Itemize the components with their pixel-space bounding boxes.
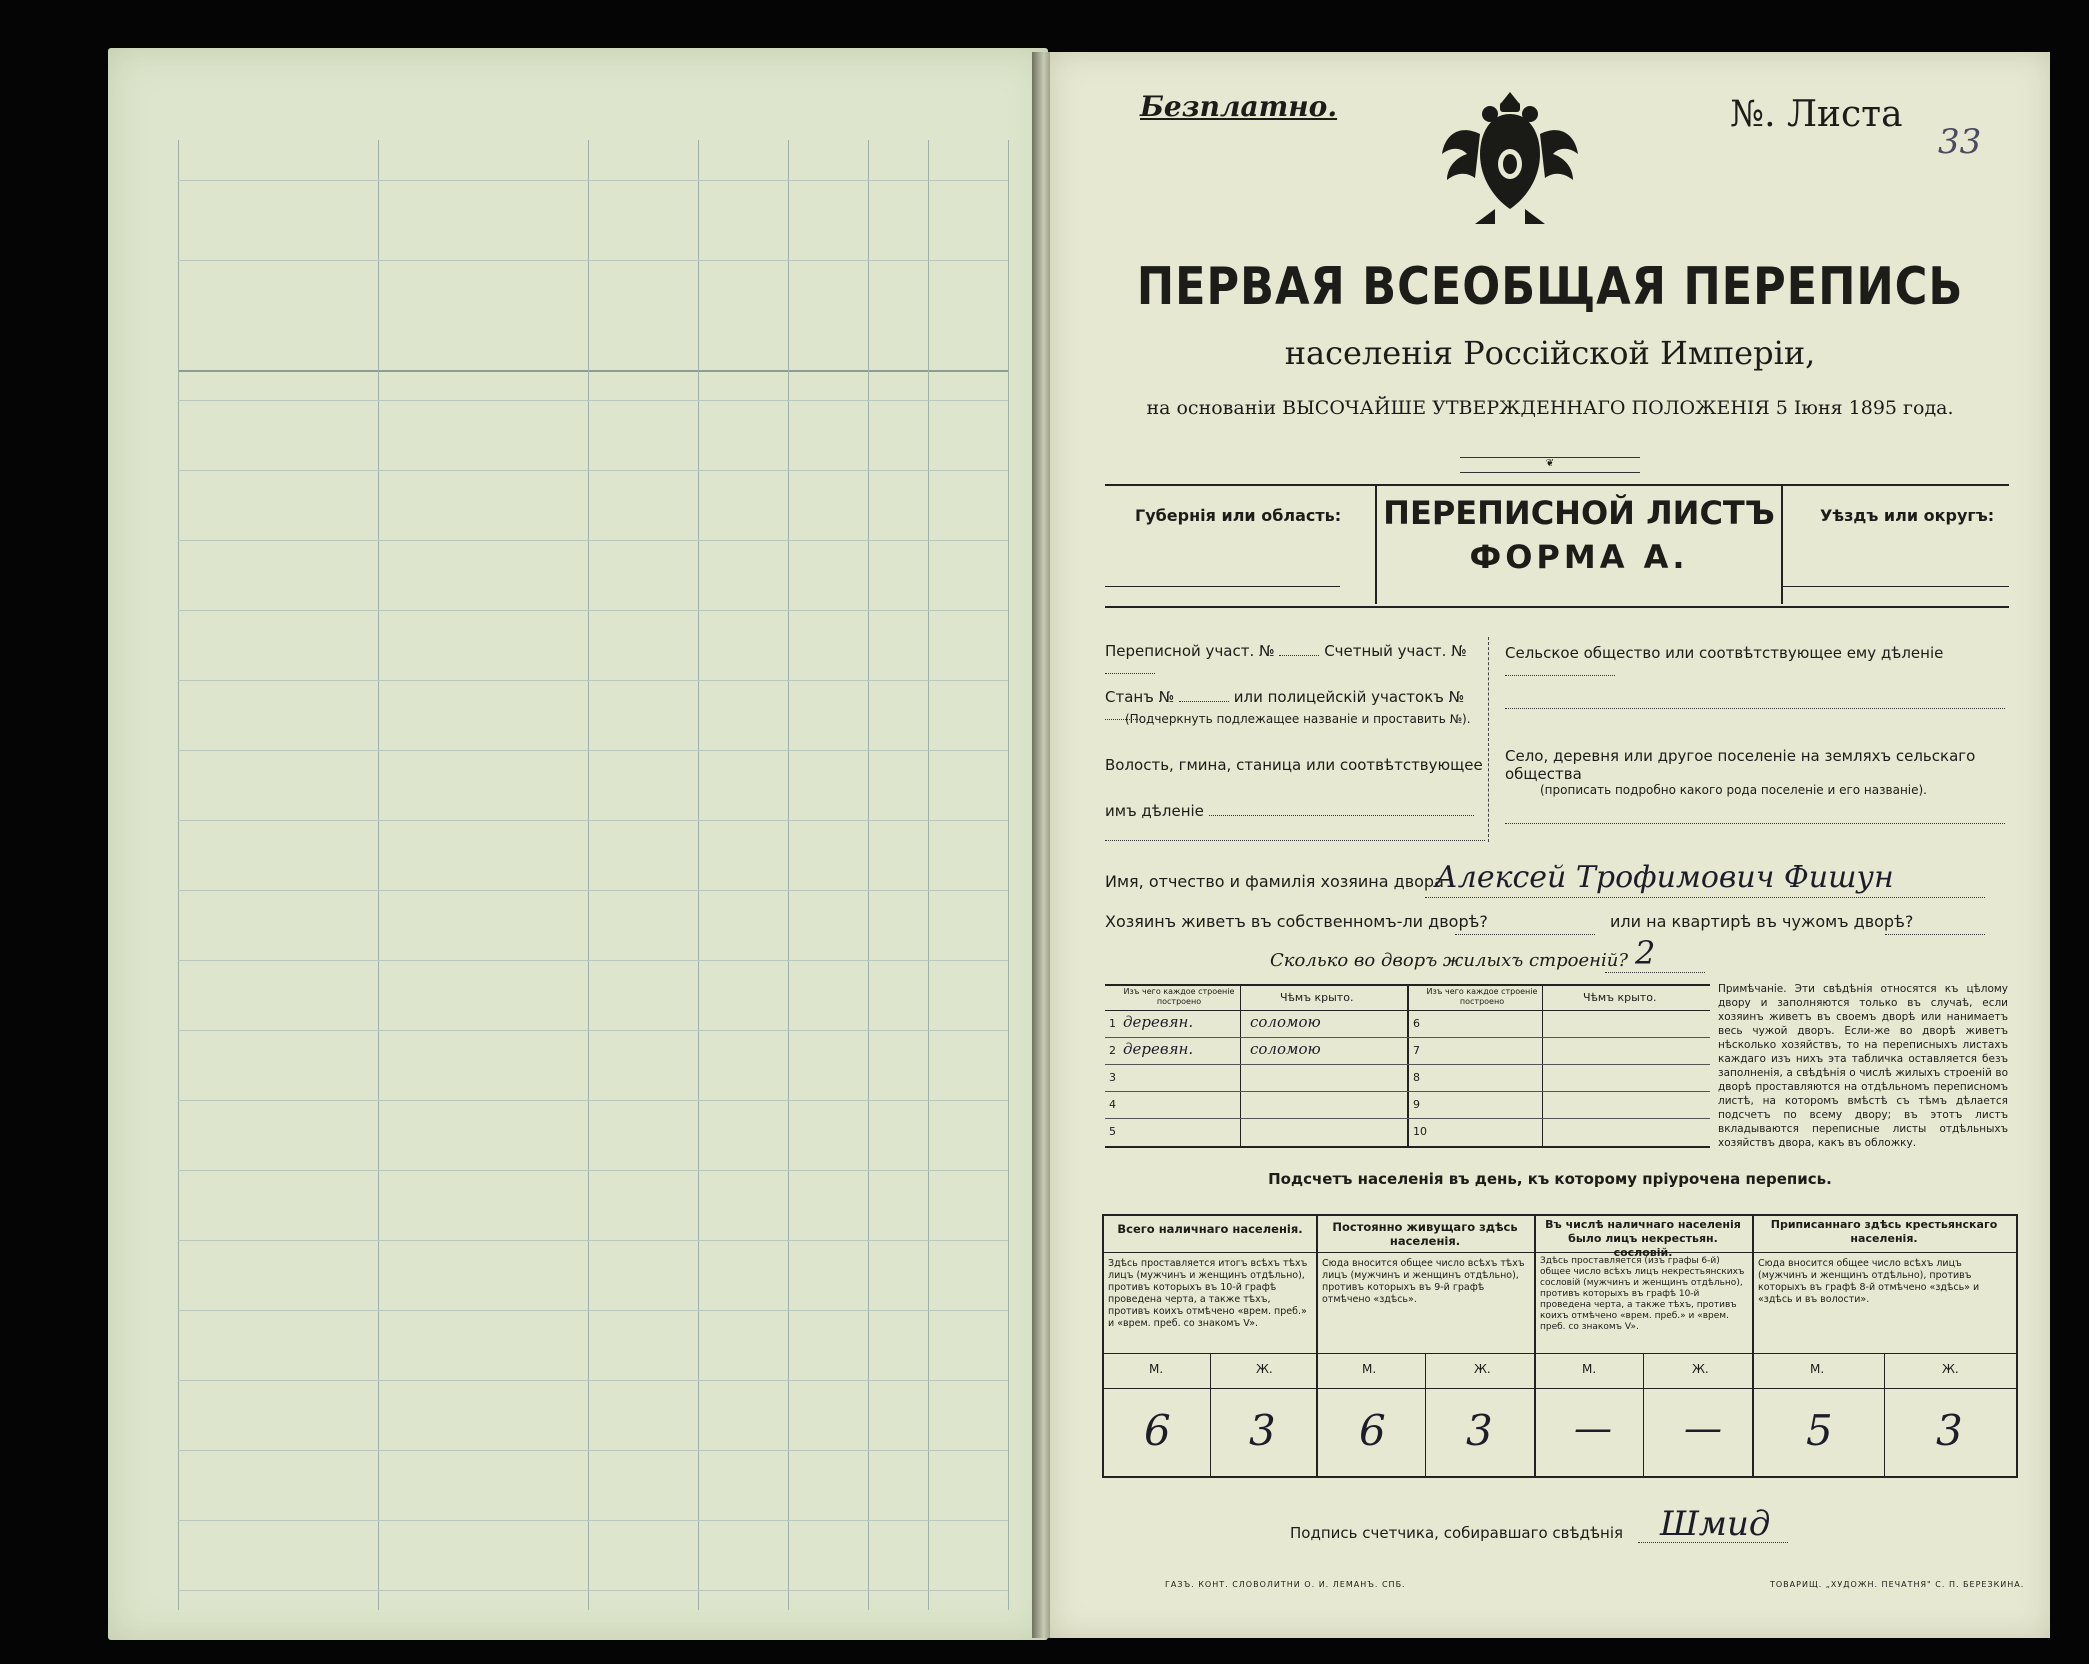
volost-label: Волость, гмина, станица или соотвѣтствующее <box>1105 756 1483 774</box>
pop-col3-f-value: — <box>1684 1406 1722 1450</box>
left-page-grid <box>178 140 1008 1610</box>
owner-name-value: Алексей Трофимович Фишун <box>1435 860 1894 895</box>
pop-col4-desc: Сюда вносится общее число всѣхъ лицъ (мужчинъ и женщинъ отдѣльно), противъ которыхъ въ графѣ 8-й отмѣчено «здѣсь» и «здѣсь и въ волости». <box>1758 1258 1980 1305</box>
building-row: 6 <box>1407 1011 1710 1038</box>
pop-col1-f-label: Ж. <box>1256 1362 1273 1376</box>
pop-col2-m-label: М. <box>1362 1362 1377 1376</box>
pop-col1-m-value: 6 <box>1144 1406 1171 1455</box>
fields-divider <box>1488 637 1489 842</box>
pop-col2-title: Постоянно живущаго здѣсь населенія. <box>1332 1220 1518 1248</box>
signature-value: Шмид <box>1660 1504 1771 1544</box>
district-label: Уѣздъ или округъ: <box>1820 506 1995 525</box>
note-text: Примѣчаніе. Эти свѣдѣнія относятся къ цѣлому двору и заполняются только въ случаѣ, если хозяинъ живетъ въ своемъ дворѣ или нанимаетъ весь чужой дворъ. Если-же во дворѣ живетъ нѣсколько хозяйствъ, то на переписныхъ листахъ каждаго изъ нихъ эта табличка оставляется безъ заполненія, а свѣдѣнія о числѣ жилыхъ строеній во дворѣ проставляются на отдѣльномъ переписномъ листѣ, на которомъ вмѣстѣ съ тѣмъ дѣлается подсчетъ по всему двору; въ этотъ листъ вкладываются переписные листы отдѣльныхъ хозяйствъ двора, какъ въ обложку. <box>1718 983 2008 1149</box>
sheet-number-label <box>1730 94 1903 135</box>
pop-col4-m-label: М. <box>1810 1362 1825 1376</box>
pop-col3-m-label: М. <box>1582 1362 1597 1376</box>
sheet-number-value: 33 <box>1938 122 1982 162</box>
building-row: 2 деревян. соломою <box>1105 1038 1407 1065</box>
census-section-label: Переписной участ. № <box>1105 642 1275 660</box>
pop-col1-m-label: М. <box>1149 1362 1164 1376</box>
pop-col3-f-label: Ж. <box>1692 1362 1709 1376</box>
census-form-page <box>1050 52 2050 1638</box>
buildings-rows-left <box>1105 1011 1407 1145</box>
census-basis-line: на основаніи ВЫСОЧАЙШЕ УТВЕРЖДЕННАГО ПОЛОЖЕНІЯ 5 Іюня 1895 года. <box>1146 397 1954 419</box>
buildings-label: Сколько во дворъ жилыхъ строеній? <box>1270 950 1628 971</box>
province-label: Губернія или область: <box>1135 506 1342 525</box>
pop-col3-m-value: — <box>1574 1406 1612 1450</box>
stan-label: Станъ № <box>1105 688 1175 706</box>
owner-lives-label: Хозяинъ живетъ въ собственномъ-ли дворѣ? <box>1105 912 1488 931</box>
left-fields-block <box>1105 642 1485 841</box>
footer-left: ГАЗЪ. КОНТ. СЛОВОЛИТНИ О. И. ЛЕМАНЪ. СПБ. <box>1165 1580 1406 1589</box>
population-heading: Подсчетъ населенія въ день, къ которому пріурочена перепись. <box>1268 1170 1832 1188</box>
pop-col4-m-value: 5 <box>1806 1406 1833 1455</box>
buildings-col-material: Изъ чего каждое строеніе построено <box>1123 987 1235 1006</box>
form-header-box <box>1105 484 2009 608</box>
village-note: (прописать подробно какого рода поселеніе и его названіе). <box>1540 783 1927 797</box>
buildings-value: 2 <box>1635 934 1656 972</box>
footer-right: ТОВАРИЩ. „ХУДОЖН. ПЕЧАТНЯ" С. П. БЕРЕЗКИНА. <box>1770 1580 2025 1589</box>
census-subtitle: населенія Россійской Имперіи, <box>1284 334 1816 372</box>
buildings-table <box>1105 984 1710 1148</box>
pop-col2-f-value: 3 <box>1466 1406 1493 1455</box>
building-row: 9 <box>1407 1092 1710 1119</box>
ornament-divider: ❦ <box>1460 457 1640 473</box>
underline-note: (Подчеркнуть подлежащее названіе и проставить №). <box>1125 712 1471 726</box>
owner-name-label: Имя, отчество и фамилія хозяина двора <box>1105 872 1444 891</box>
division-label: имъ дѣленіе <box>1105 802 1204 820</box>
apartment-label: или на квартирѣ въ чужомъ дворѣ? <box>1610 912 1914 931</box>
building-row: 8 <box>1407 1065 1710 1092</box>
left-page-column-headers <box>178 140 1008 372</box>
pop-col1-title: Всего наличнаго населенія. <box>1117 1222 1303 1236</box>
imperial-eagle-emblem <box>1440 84 1580 234</box>
signature-label: Подпись счетчика, собиравшаго свѣдѣнія <box>1290 1524 1624 1542</box>
pop-col2-desc: Сюда вносится общее число всѣхъ тѣхъ лицъ (мужчинъ и женщинъ отдѣльно), противъ которыхъ въ 9-й графѣ отмѣчено «здѣсь». <box>1322 1258 1525 1305</box>
count-section-label: Счетный участ. № <box>1324 642 1467 660</box>
form-name: ФОРМА А. <box>1469 538 1689 576</box>
free-label: Безплатно. <box>1140 90 1338 123</box>
pop-col4-f-label: Ж. <box>1942 1362 1959 1376</box>
pop-col1-f-value: 3 <box>1249 1406 1276 1455</box>
buildings-col-roof-2: Чѣмъ крыто. <box>1583 991 1657 1004</box>
pop-col2-f-label: Ж. <box>1474 1362 1491 1376</box>
pop-col4-title: Приписаннаго здѣсь крестьянскаго населенія. <box>1770 1218 1998 1245</box>
rural-society-label: Сельское общество или соотвѣтствующее ему дѣленіе <box>1505 644 1944 662</box>
buildings-col-roof: Чѣмъ крыто. <box>1280 991 1354 1004</box>
owner-lives-row <box>1105 912 1488 931</box>
building-row: 10 <box>1413 1125 1427 1138</box>
buildings-col-material-2: Изъ чего каждое строеніе построено <box>1426 987 1538 1006</box>
population-table <box>1102 1214 2018 1478</box>
sheet-number-label-text: №. Листа <box>1730 94 1903 135</box>
census-title: ПЕРВАЯ ВСЕОБЩАЯ ПЕРЕПИСЬ <box>1136 257 1964 317</box>
village-label: Село, деревня или другое поселеніе на земляхъ сельскаго общества <box>1505 747 1976 783</box>
building-row: 5 <box>1109 1125 1116 1138</box>
right-fields-block <box>1505 644 2005 824</box>
pop-col2-m-value: 6 <box>1359 1406 1386 1455</box>
pop-col3-desc: Здѣсь проставляется (изъ графы 6-й) общее число всѣхъ лицъ некрестьянскихъ сословій (мужчинъ и женщинъ отдѣльно), противъ которыхъ въ графѣ 10-й проведена черта, а также тѣхъ, противъ коихъ отмѣчено «врем. преб.» и «врем. преб. со знакомъ V». <box>1540 1256 1745 1332</box>
building-row: 4 <box>1105 1092 1407 1119</box>
building-row: 1 деревян. соломою <box>1105 1011 1407 1038</box>
owner-name-row <box>1105 872 1444 891</box>
pop-col3-title: Въ числѣ наличнаго населенія было лицъ некрестьян. сословій. <box>1545 1218 1741 1259</box>
left-page <box>108 48 1048 1640</box>
pop-col1-desc: Здѣсь проставляется итогъ всѣхъ тѣхъ лицъ (мужчинъ и женщинъ отдѣльно), противъ которыхъ въ 10-й графѣ проведена черта, а также тѣхъ, противъ коихъ отмѣчено «врем. преб.» и «врем. преб. со знакомъ V». <box>1108 1258 1308 1329</box>
police-section-label: или полицейскій участокъ № <box>1233 688 1465 706</box>
building-row: 3 <box>1105 1065 1407 1092</box>
sheet-title: ПЕРЕПИСНОЙ ЛИСТЪ <box>1383 494 1775 532</box>
building-row: 7 <box>1407 1038 1710 1065</box>
buildings-rows-right <box>1407 1011 1710 1145</box>
pop-col4-f-value: 3 <box>1936 1406 1963 1455</box>
